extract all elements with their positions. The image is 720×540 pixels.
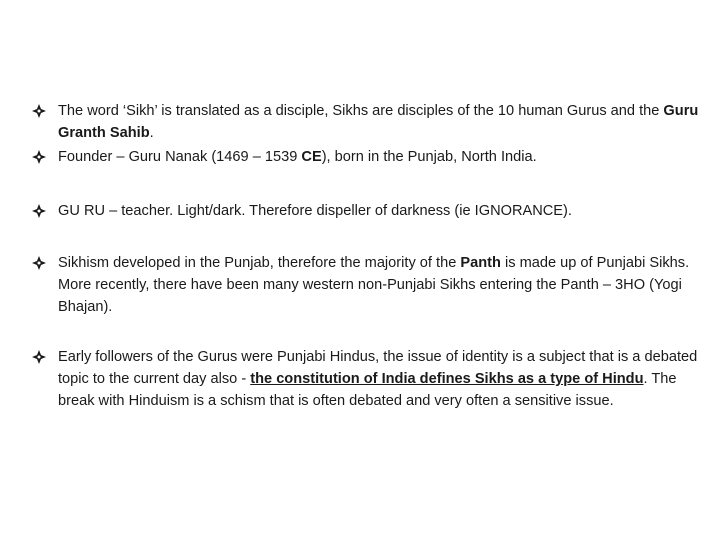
bold-text-run: Panth <box>460 255 501 271</box>
text-run: is made up of Punjabi Sikhs. More recently, there have been many western non-Punjabi Sikhs entering the Panth – 3HO (Yogi Bhajan). <box>58 255 690 315</box>
bullet-item <box>32 252 708 318</box>
bullet-text <box>58 346 708 412</box>
text-run: . <box>149 125 154 141</box>
text-run: The word ‘Sikh’ is translated as a disciple, Sikhs are disciples of the 10 human Gurus and the <box>58 103 664 119</box>
text-run: ), born in the Punjab, North India. <box>321 149 537 165</box>
bullet-item <box>32 200 708 222</box>
bold-text-run: CE <box>301 149 322 165</box>
bullet-item <box>32 100 708 144</box>
bold-text-run: Guru Granth Sahib <box>58 103 699 141</box>
bullet-text <box>58 146 708 168</box>
diamond-bullet-icon <box>32 204 46 218</box>
text-run: Early followers of the Gurus were Punjabi Hindus, the issue of identity is a subject that is a debated topic to the current day also - <box>58 349 698 387</box>
bullet-text <box>58 200 708 222</box>
text-run: Founder – Guru Nanak (1469 – 1539 <box>58 149 302 165</box>
text-run: GU RU – teacher. Light/dark. Therefore dispeller of darkness (ie IGNORANCE). <box>58 203 572 219</box>
text-run: Sikhism developed in the Punjab, therefore the majority of the <box>58 255 461 271</box>
bullet-text <box>58 100 708 144</box>
bullet-text <box>58 252 708 318</box>
diamond-bullet-icon <box>32 256 46 270</box>
diamond-bullet-icon <box>32 350 46 364</box>
bullet-item <box>32 146 708 168</box>
diamond-bullet-icon <box>32 150 46 164</box>
bullet-item <box>32 346 708 412</box>
diamond-bullet-icon <box>32 104 46 118</box>
bold-text-run: the constitution of India defines Sikhs as a type of Hindu <box>250 371 644 387</box>
text-run: . The break with Hinduism is a schism that is often debated and very often a sensitive issue. <box>58 371 677 409</box>
